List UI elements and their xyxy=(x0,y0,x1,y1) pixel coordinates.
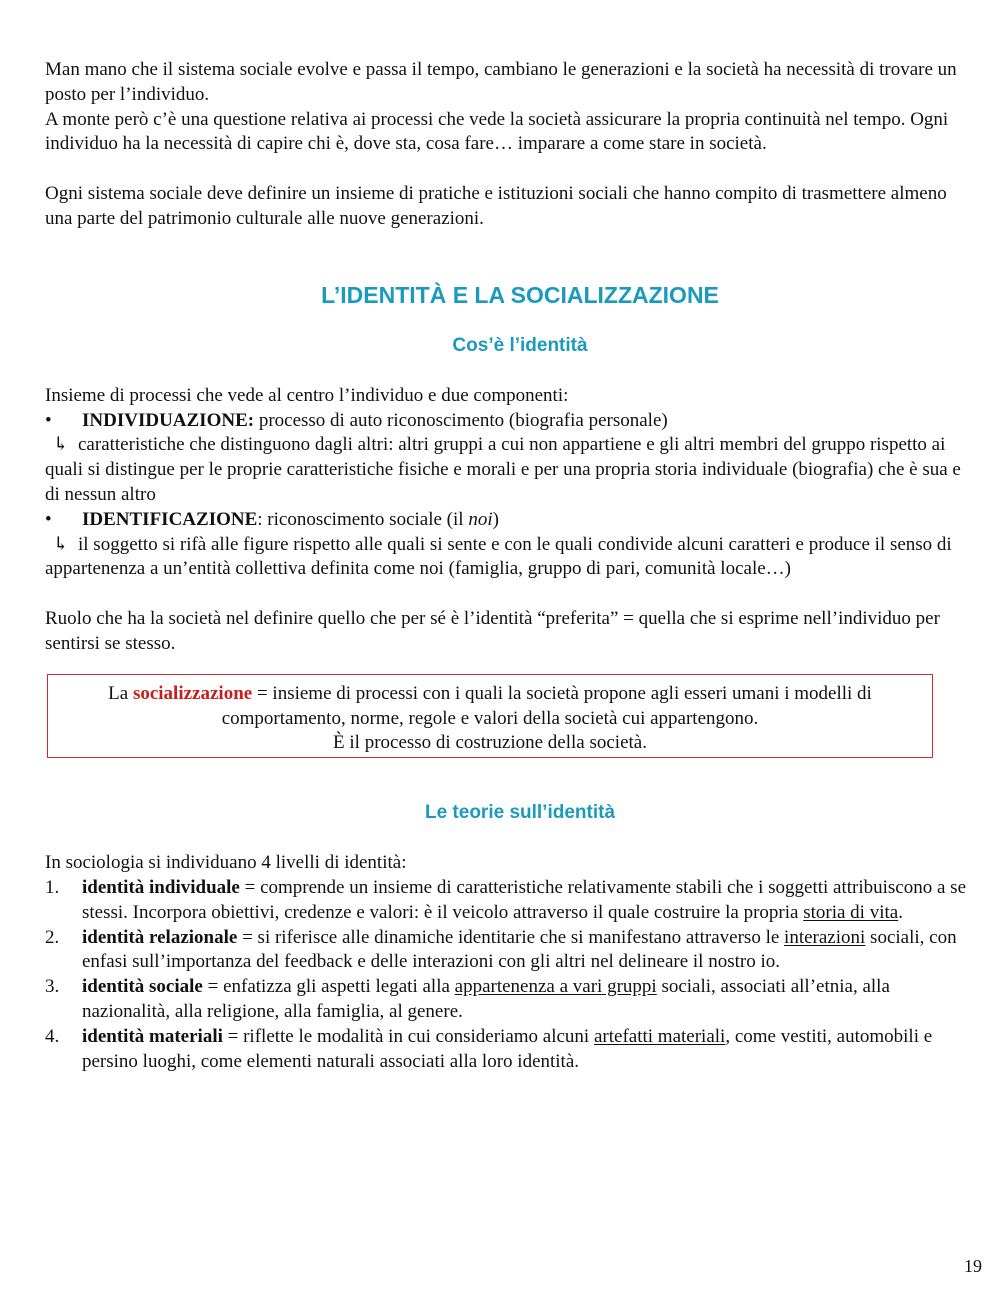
intro-paragraph-3: Ogni sistema sociale deve definire un insieme di pratiche e istituzioni sociali che hanno compito di trasmettere almeno una parte del patrimonio culturale alle nuove generazioni. xyxy=(45,183,947,229)
bullet-detail-text: caratteristiche che distinguono dagli altri: altri gruppi a cui non appartiene e gli altri membri del gruppo rispetto ai quali si distingue per le proprie caratteristiche fisiche e morali e per una propria storia individuale (biografia) che è sua e di nessun altro xyxy=(45,434,961,505)
bullet-identificazione xyxy=(45,508,970,533)
bullet-dot: • xyxy=(45,409,52,431)
theories-lead: In sociologia si individuano 4 livelli di identità: xyxy=(45,852,407,874)
list-item xyxy=(45,876,970,926)
bullet-detail xyxy=(45,533,970,583)
list-desc-end: sociali, associati all’etnia, alla nazionalità, alla religione, alla famiglia, al genere. xyxy=(82,976,890,1022)
list-number: 3. xyxy=(45,976,60,998)
list-text xyxy=(82,926,970,976)
list-desc: = enfatizza gli aspetti legati alla xyxy=(202,976,455,998)
section-title: L’IDENTITÀ E LA SOCIALIZZAZIONE xyxy=(321,281,719,308)
list-item xyxy=(45,926,970,976)
list-number: 1. xyxy=(45,876,60,898)
bullet-term: IDENTIFICAZIONE xyxy=(82,508,258,530)
list-term: identità sociale xyxy=(82,976,203,998)
definition-prefix: La xyxy=(108,682,133,704)
list-desc-end: . xyxy=(898,901,903,923)
list-term: identità materiali xyxy=(82,1025,223,1047)
list-item xyxy=(45,1025,970,1075)
list-desc: = si riferisce alle dinamiche identitarie che si manifestano attraverso le xyxy=(237,926,785,948)
list-desc: = comprende un insieme di caratteristiche relativamente stabili che i soggetti attribuiscono a se stessi. Incorpora obiettivi, credenze e valori: è il veicolo attraverso il quale costruire la propria xyxy=(82,876,966,923)
list-text xyxy=(82,876,970,926)
identity-levels-list xyxy=(45,876,970,1074)
list-desc-end: sociali, con enfasi sull’importanza del feedback e delle interazioni con gli altri nel delineare il nostro io. xyxy=(82,926,957,973)
bullet-desc: : riconoscimento sociale (il xyxy=(257,508,469,530)
bullet-text xyxy=(82,409,668,434)
bullet-term: INDIVIDUAZIONE: xyxy=(82,409,255,431)
page-number: 19 xyxy=(964,1256,982,1276)
list-desc-end: , come vestiti, automobili e persino luoghi, come elementi naturali associati alla loro identità. xyxy=(82,1025,933,1072)
bullet-individuazione xyxy=(45,409,970,434)
list-number: 4. xyxy=(45,1025,60,1047)
bullet-detail-text: il soggetto si rifà alle figure rispetto alle quali si sente e con le quali condivide alcuni caratteri e produce il senso di appartenenza a un’entità collettiva definita come noi (famiglia, gruppo di pari, comunità locale…) xyxy=(45,533,952,580)
arrow-icon: ↳ xyxy=(53,533,69,555)
intro-paragraph-1: Man mano che il sistema sociale evolve e passa il tempo, cambiano le generazioni e la società ha necessità di trovare un posto per l’individuo. xyxy=(45,59,957,105)
bullet-desc: processo di auto riconoscimento (biografia personale) xyxy=(254,409,668,431)
list-underlined: interazioni xyxy=(784,926,866,948)
document-page xyxy=(45,58,970,1074)
role-paragraph: Ruolo che ha la società nel definire quello che per sé è l’identità “preferita” = quella che si esprime nell’individuo per sentirsi se stesso. xyxy=(45,608,940,654)
bullet-desc-emphasis: noi xyxy=(468,508,493,530)
definition-line-2: È il processo di costruzione della società. xyxy=(333,732,647,754)
list-underlined: appartenenza a vari gruppi xyxy=(454,976,657,998)
list-number: 2. xyxy=(45,926,60,948)
list-item xyxy=(45,975,970,1025)
list-desc: = riflette le modalità in cui consideriamo alcuni xyxy=(222,1025,594,1047)
bullet-dot: • xyxy=(45,508,52,530)
definition-term: socializzazione xyxy=(132,682,253,704)
list-underlined: storia di vita xyxy=(803,901,899,923)
bullet-desc-end: ) xyxy=(492,508,499,530)
definition-box xyxy=(47,674,933,758)
bullet-text xyxy=(82,508,499,533)
identity-heading: Cos’è l’identità xyxy=(452,334,588,356)
list-term: identità relazionale xyxy=(82,926,238,948)
list-term: identità individuale xyxy=(82,876,240,898)
bullet-detail xyxy=(45,433,970,507)
identity-lead: Insieme di processi che vede al centro l’individuo e due componenti: xyxy=(45,384,569,406)
list-text xyxy=(82,975,970,1025)
list-text xyxy=(82,1025,970,1075)
intro-paragraph-2: A monte però c’è una questione relativa ai processi che vede la società assicurare la propria continuità nel tempo. Ogni individuo ha la necessità di capire chi è, dove sta, cosa fare… imparare a come stare in società. xyxy=(45,108,949,155)
definition-text: = insieme di processi con i quali la società propone agli esseri umani i modelli di comportamento, norme, regole e valori della società cui appartengono. xyxy=(221,682,872,729)
arrow-icon: ↳ xyxy=(53,434,69,456)
theories-heading: Le teorie sull’identità xyxy=(424,802,616,824)
list-underlined: artefatti materiali xyxy=(593,1025,726,1047)
